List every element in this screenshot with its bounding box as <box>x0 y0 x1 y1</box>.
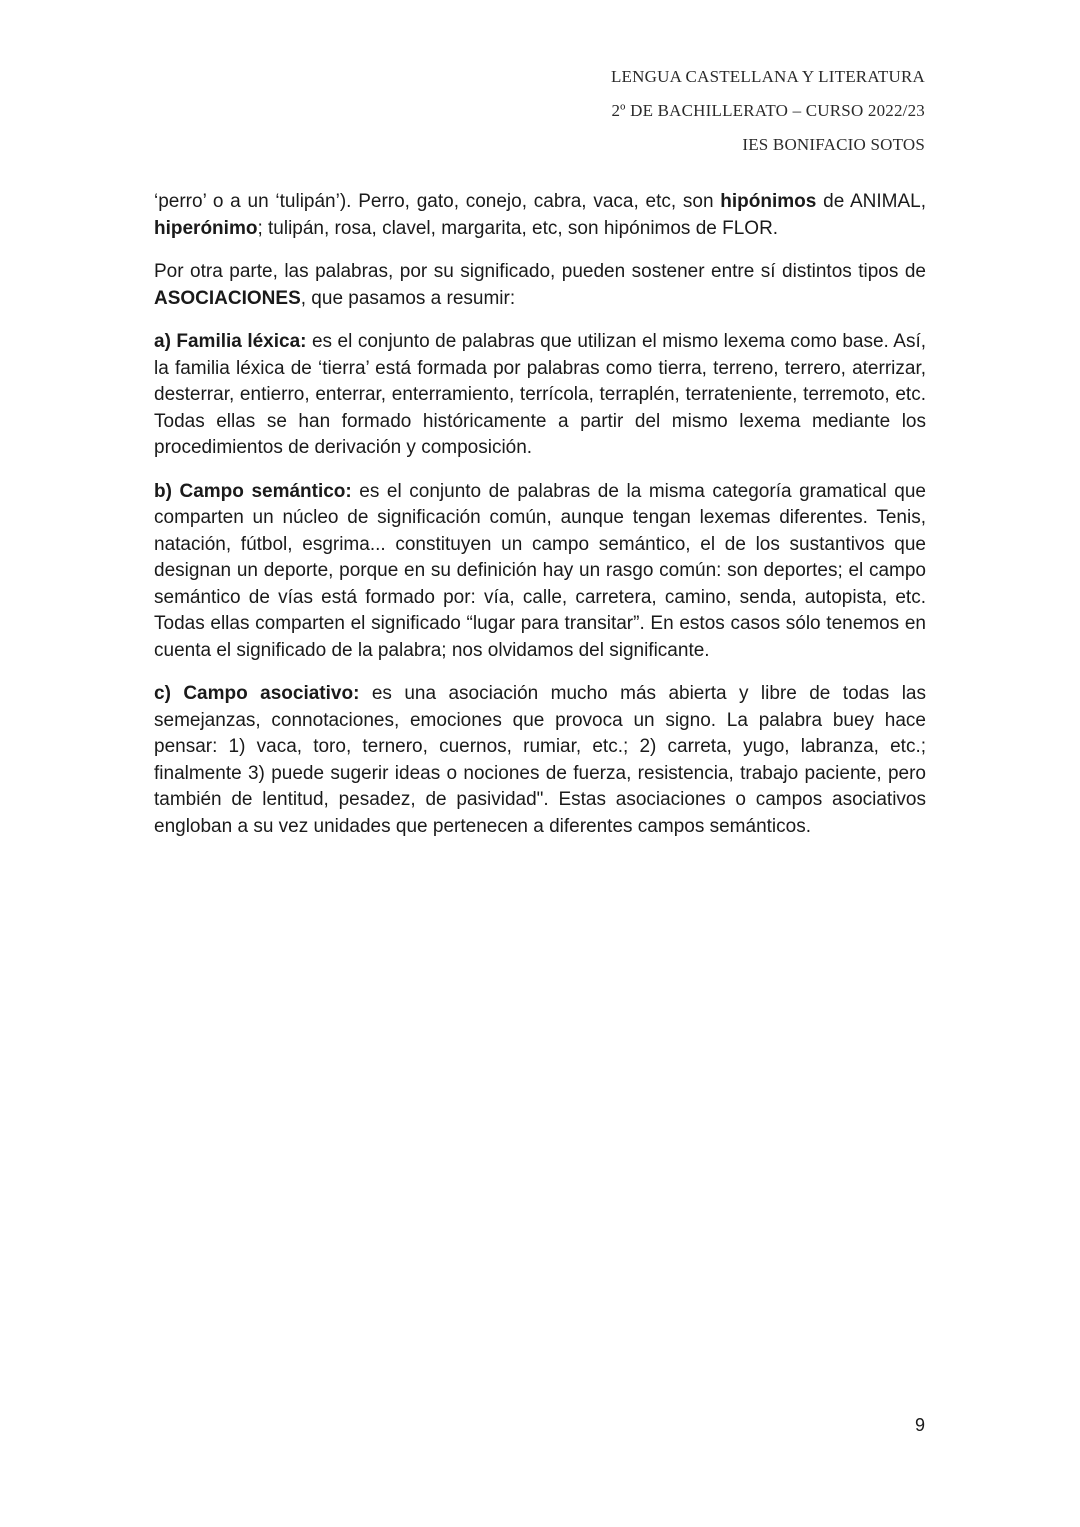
paragraph-text: de ANIMAL, <box>816 191 926 212</box>
paragraph-text: Por otra parte, las palabras, por su significado, pueden sostener entre sí distintos tipos de <box>154 261 926 282</box>
paragraph-text: ; tulipán, rosa, clavel, margarita, etc, son hipónimos de FLOR. <box>257 217 779 239</box>
paragraph-semantic-field <box>154 479 926 665</box>
bold-term: hipónimos <box>720 191 817 212</box>
section-heading: c) Campo asociativo: <box>154 683 360 704</box>
header-school: IES BONIFACIO SOTOS <box>742 135 925 154</box>
page-number: 9 <box>914 1415 925 1435</box>
paragraph-lexical-family <box>154 329 926 462</box>
paragraph-text: , que pasamos a resumir: <box>300 287 516 309</box>
page-header <box>611 60 925 162</box>
paragraph-associative-field <box>154 681 926 840</box>
paragraph-associations-intro <box>154 259 926 312</box>
paragraph-hyponyms <box>154 189 926 242</box>
header-subject: LENGUA CASTELLANA Y LITERATURA <box>610 67 925 86</box>
bold-term: hiperónimo <box>154 217 258 239</box>
bold-term: ASOCIACIONES <box>154 287 301 309</box>
header-course: 2º DE BACHILLERATO – CURSO 2022/23 <box>611 101 925 120</box>
section-heading: a) Familia léxica: <box>154 331 307 352</box>
paragraph-text: ‘perro’ o a un ‘tulipán’). Perro, gato, conejo, cabra, vaca, etc, son <box>154 191 721 212</box>
paragraph-text: es el conjunto de palabras que utilizan el mismo lexema como base. Así, la familia léxica de ‘tierra’ está formada por palabras como tierra, terreno, terrero, aterrizar, desterrar, entierro, enterrar, enterramiento, terrícola, terraplén, terrateniente, terremoto, etc. Todas ellas se han formado históricamente a partir del mismo lexema mediante los procedimientos de derivación y composición. <box>154 331 926 458</box>
paragraph-text: es una asociación mucho más abierta y libre de todas las semejanzas, connotaciones, emociones que provoca un signo. La palabra buey hace pensar: 1) vaca, toro, ternero, cuernos, rumiar, etc.; 2) carreta, yugo, labranza, etc.; finalmente 3) puede sugerir ideas o nociones de fuerza, resistencia, trabajo paciente, pero también de lentitud, pesadez, de pasividad". Estas asociaciones o campos asociativos engloban a su vez unidades que pertenecen a diferentes campos semánticos. <box>154 683 926 837</box>
document-body <box>154 189 926 857</box>
section-heading: b) Campo semántico: <box>154 480 352 502</box>
paragraph-text: es el conjunto de palabras de la misma categoría gramatical que comparten un núcleo de significación común, aunque tengan lexemas diferentes. Tenis, natación, fútbol, esgrima... constituyen un campo semántico, el de los sustantivos que designan un deporte, porque en su definición hay un rasgo común: son deportes; el campo semántico de vías está formado por: vía, calle, carretera, camino, senda, autopista, etc. Todas ellas comparten el significado “lugar para transitar”. En estos casos sólo tenemos en cuenta el significado de la palabra; nos olvidamos del significante. <box>154 480 926 661</box>
